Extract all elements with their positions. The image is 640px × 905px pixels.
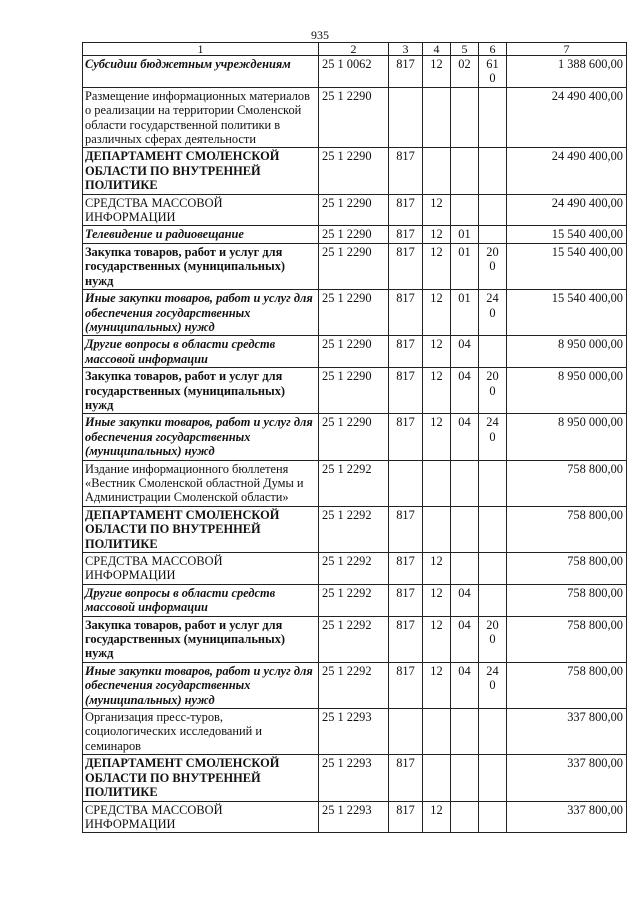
row-code: 25 1 2290 bbox=[319, 290, 389, 336]
table-row bbox=[83, 553, 627, 585]
row-subsection bbox=[451, 709, 479, 755]
row-subsection: 04 bbox=[451, 662, 479, 708]
row-code: 25 1 2293 bbox=[319, 755, 389, 801]
row-ministry: 817 bbox=[389, 662, 423, 708]
row-name: Субсидии бюджетным учреждениям bbox=[83, 56, 319, 88]
row-amount: 758 800,00 bbox=[507, 460, 627, 506]
table-row bbox=[83, 290, 627, 336]
row-amount: 24 490 400,00 bbox=[507, 194, 627, 226]
row-type: 24 0 bbox=[479, 290, 507, 336]
table-row bbox=[83, 414, 627, 460]
row-type bbox=[479, 336, 507, 368]
row-type bbox=[479, 801, 507, 833]
row-subsection bbox=[451, 506, 479, 552]
row-code: 25 1 0062 bbox=[319, 56, 389, 88]
row-code: 25 1 2293 bbox=[319, 709, 389, 755]
header-col-7: 7 bbox=[507, 43, 627, 56]
row-subsection: 01 bbox=[451, 290, 479, 336]
row-code: 25 1 2290 bbox=[319, 336, 389, 368]
row-name: ДЕПАРТАМЕНТ СМОЛЕНСКОЙ ОБЛАСТИ ПО ВНУТРЕННЕЙ ПОЛИТИКЕ bbox=[83, 755, 319, 801]
row-subsection: 04 bbox=[451, 414, 479, 460]
row-type bbox=[479, 460, 507, 506]
table-row bbox=[83, 616, 627, 662]
row-amount: 15 540 400,00 bbox=[507, 226, 627, 243]
table-row bbox=[83, 56, 627, 88]
row-ministry: 817 bbox=[389, 56, 423, 88]
row-subsection: 04 bbox=[451, 616, 479, 662]
row-type: 24 0 bbox=[479, 414, 507, 460]
row-ministry: 817 bbox=[389, 616, 423, 662]
header-col-5: 5 bbox=[451, 43, 479, 56]
row-amount: 1 388 600,00 bbox=[507, 56, 627, 88]
row-name: Другие вопросы в области средств массовой информации bbox=[83, 336, 319, 368]
row-amount: 758 800,00 bbox=[507, 584, 627, 616]
row-subsection: 01 bbox=[451, 243, 479, 289]
row-code: 25 1 2290 bbox=[319, 368, 389, 414]
row-section: 12 bbox=[423, 194, 451, 226]
row-type bbox=[479, 226, 507, 243]
row-subsection: 04 bbox=[451, 584, 479, 616]
row-name: ДЕПАРТАМЕНТ СМОЛЕНСКОЙ ОБЛАСТИ ПО ВНУТРЕННЕЙ ПОЛИТИКЕ bbox=[83, 148, 319, 194]
row-type bbox=[479, 553, 507, 585]
row-section bbox=[423, 148, 451, 194]
row-type: 24 0 bbox=[479, 662, 507, 708]
row-ministry: 817 bbox=[389, 584, 423, 616]
row-amount: 758 800,00 bbox=[507, 662, 627, 708]
row-section: 12 bbox=[423, 56, 451, 88]
row-subsection: 02 bbox=[451, 56, 479, 88]
row-name: СРЕДСТВА МАССОВОЙ ИНФОРМАЦИИ bbox=[83, 801, 319, 833]
row-ministry: 817 bbox=[389, 243, 423, 289]
row-code: 25 1 2290 bbox=[319, 226, 389, 243]
row-section: 12 bbox=[423, 662, 451, 708]
row-code: 25 1 2292 bbox=[319, 553, 389, 585]
row-name: Закупка товаров, работ и услуг для государственных (муниципальных) нужд bbox=[83, 368, 319, 414]
row-name: Другие вопросы в области средств массовой информации bbox=[83, 584, 319, 616]
row-code: 25 1 2290 bbox=[319, 87, 389, 148]
table-row bbox=[83, 662, 627, 708]
row-code: 25 1 2292 bbox=[319, 584, 389, 616]
row-name: ДЕПАРТАМЕНТ СМОЛЕНСКОЙ ОБЛАСТИ ПО ВНУТРЕННЕЙ ПОЛИТИКЕ bbox=[83, 506, 319, 552]
row-name: Размещение информационных материалов о реализации на территории Смоленской области государственной политики в различных сферах деятельности bbox=[83, 87, 319, 148]
row-section bbox=[423, 506, 451, 552]
header-col-4: 4 bbox=[423, 43, 451, 56]
row-name: СРЕДСТВА МАССОВОЙ ИНФОРМАЦИИ bbox=[83, 194, 319, 226]
row-amount: 8 950 000,00 bbox=[507, 414, 627, 460]
row-name: Закупка товаров, работ и услуг для государственных (муниципальных) нужд bbox=[83, 616, 319, 662]
row-name: Иные закупки товаров, работ и услуг для обеспечения государственных (муниципальных) нужд bbox=[83, 662, 319, 708]
row-subsection bbox=[451, 148, 479, 194]
row-section: 12 bbox=[423, 290, 451, 336]
row-ministry: 817 bbox=[389, 290, 423, 336]
row-ministry bbox=[389, 709, 423, 755]
row-ministry: 817 bbox=[389, 194, 423, 226]
row-type: 20 0 bbox=[479, 368, 507, 414]
row-section bbox=[423, 709, 451, 755]
row-section: 12 bbox=[423, 243, 451, 289]
row-section bbox=[423, 460, 451, 506]
table-row bbox=[83, 368, 627, 414]
row-ministry: 817 bbox=[389, 553, 423, 585]
row-type bbox=[479, 506, 507, 552]
row-ministry bbox=[389, 460, 423, 506]
row-amount: 8 950 000,00 bbox=[507, 336, 627, 368]
row-section: 12 bbox=[423, 616, 451, 662]
header-row bbox=[83, 43, 627, 56]
row-amount: 15 540 400,00 bbox=[507, 290, 627, 336]
row-amount: 758 800,00 bbox=[507, 506, 627, 552]
table-row bbox=[83, 755, 627, 801]
row-amount: 24 490 400,00 bbox=[507, 148, 627, 194]
row-section: 12 bbox=[423, 553, 451, 585]
row-amount: 758 800,00 bbox=[507, 616, 627, 662]
row-amount: 337 800,00 bbox=[507, 801, 627, 833]
row-name: Организация пресс-туров, социологических исследований и семинаров bbox=[83, 709, 319, 755]
row-amount: 15 540 400,00 bbox=[507, 243, 627, 289]
row-code: 25 1 2290 bbox=[319, 243, 389, 289]
row-subsection bbox=[451, 801, 479, 833]
table-row bbox=[83, 148, 627, 194]
row-name: Иные закупки товаров, работ и услуг для обеспечения государственных (муниципальных) нужд bbox=[83, 414, 319, 460]
row-code: 25 1 2292 bbox=[319, 662, 389, 708]
row-ministry: 817 bbox=[389, 414, 423, 460]
row-code: 25 1 2292 bbox=[319, 616, 389, 662]
row-subsection bbox=[451, 87, 479, 148]
row-ministry: 817 bbox=[389, 368, 423, 414]
row-subsection bbox=[451, 460, 479, 506]
row-ministry: 817 bbox=[389, 336, 423, 368]
header-col-1: 1 bbox=[83, 43, 319, 56]
header-col-6: 6 bbox=[479, 43, 507, 56]
row-subsection bbox=[451, 194, 479, 226]
header-col-2: 2 bbox=[319, 43, 389, 56]
row-type bbox=[479, 755, 507, 801]
row-section: 12 bbox=[423, 336, 451, 368]
row-code: 25 1 2292 bbox=[319, 460, 389, 506]
row-section: 12 bbox=[423, 414, 451, 460]
row-amount: 758 800,00 bbox=[507, 553, 627, 585]
table-row bbox=[83, 460, 627, 506]
row-subsection: 01 bbox=[451, 226, 479, 243]
row-amount: 24 490 400,00 bbox=[507, 87, 627, 148]
table-row bbox=[83, 336, 627, 368]
row-amount: 337 800,00 bbox=[507, 709, 627, 755]
row-ministry: 817 bbox=[389, 506, 423, 552]
row-name: Закупка товаров, работ и услуг для государственных (муниципальных) нужд bbox=[83, 243, 319, 289]
row-section: 12 bbox=[423, 584, 451, 616]
table-row bbox=[83, 243, 627, 289]
row-code: 25 1 2290 bbox=[319, 194, 389, 226]
table-row bbox=[83, 194, 627, 226]
row-name: Издание информационного бюллетеня «Вестник Смоленской областной Думы и Администрации Смоленской области» bbox=[83, 460, 319, 506]
row-type bbox=[479, 148, 507, 194]
row-ministry bbox=[389, 87, 423, 148]
row-ministry: 817 bbox=[389, 148, 423, 194]
row-type: 20 0 bbox=[479, 243, 507, 289]
row-name: Телевидение и радиовещание bbox=[83, 226, 319, 243]
row-code: 25 1 2292 bbox=[319, 506, 389, 552]
row-subsection: 04 bbox=[451, 368, 479, 414]
row-ministry: 817 bbox=[389, 801, 423, 833]
page-number: 935 bbox=[311, 28, 329, 42]
row-amount: 337 800,00 bbox=[507, 755, 627, 801]
row-type bbox=[479, 194, 507, 226]
table-row bbox=[83, 709, 627, 755]
row-type: 20 0 bbox=[479, 616, 507, 662]
table-row bbox=[83, 87, 627, 148]
table-row bbox=[83, 506, 627, 552]
row-type bbox=[479, 584, 507, 616]
row-section bbox=[423, 755, 451, 801]
row-section bbox=[423, 87, 451, 148]
row-section: 12 bbox=[423, 801, 451, 833]
row-ministry: 817 bbox=[389, 226, 423, 243]
row-amount: 8 950 000,00 bbox=[507, 368, 627, 414]
table-row bbox=[83, 584, 627, 616]
row-section: 12 bbox=[423, 226, 451, 243]
table-row bbox=[83, 226, 627, 243]
row-type bbox=[479, 709, 507, 755]
row-ministry: 817 bbox=[389, 755, 423, 801]
table-row bbox=[83, 801, 627, 833]
row-subsection bbox=[451, 553, 479, 585]
budget-table bbox=[82, 42, 627, 833]
row-subsection bbox=[451, 755, 479, 801]
header-col-3: 3 bbox=[389, 43, 423, 56]
row-code: 25 1 2290 bbox=[319, 148, 389, 194]
row-subsection: 04 bbox=[451, 336, 479, 368]
row-code: 25 1 2290 bbox=[319, 414, 389, 460]
row-type bbox=[479, 87, 507, 148]
row-code: 25 1 2293 bbox=[319, 801, 389, 833]
row-type: 61 0 bbox=[479, 56, 507, 88]
row-name: СРЕДСТВА МАССОВОЙ ИНФОРМАЦИИ bbox=[83, 553, 319, 585]
row-name: Иные закупки товаров, работ и услуг для обеспечения государственных (муниципальных) нужд bbox=[83, 290, 319, 336]
row-section: 12 bbox=[423, 368, 451, 414]
